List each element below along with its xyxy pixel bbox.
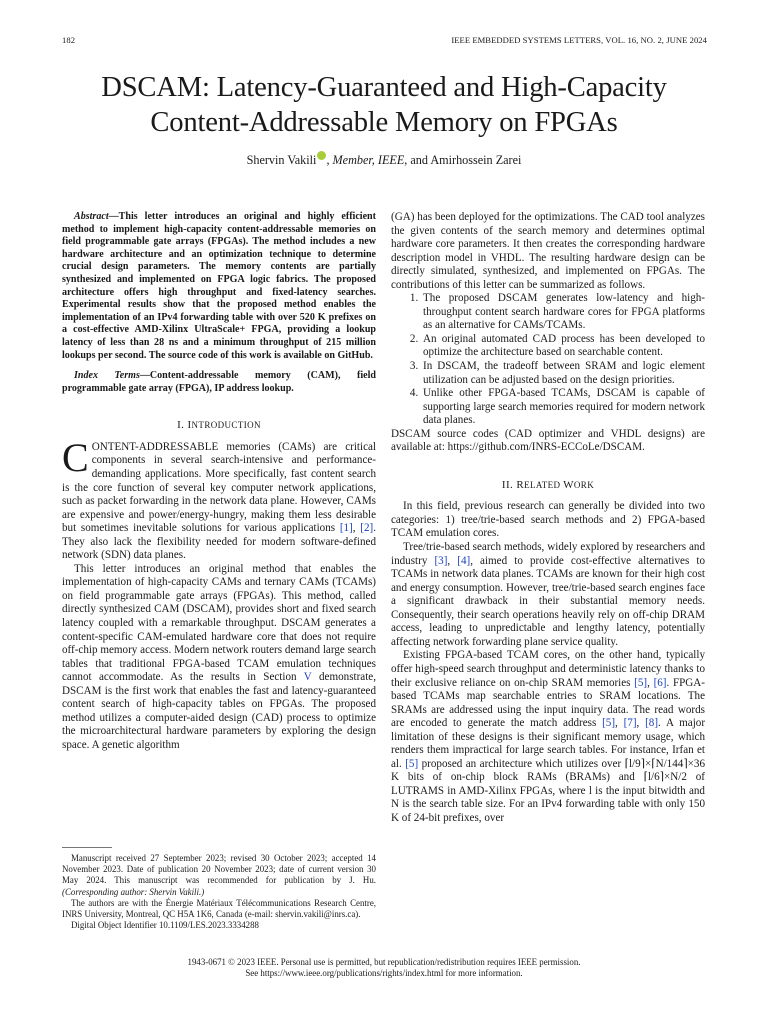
citation-link[interactable]: [7] (623, 717, 637, 730)
authors-line: Shervin Vakili , Member, IEEE, and Amirhossein Zarei (246, 153, 522, 167)
citation-link[interactable]: [6] (653, 676, 667, 689)
intro-p1-tail: . They also lack the flexibility needed for modern software-defined network (SDN) data planes. (62, 522, 376, 562)
separator: , (636, 717, 646, 730)
copyright-notice (40, 957, 728, 979)
footnote-dates: Manuscript received 27 September 2023; revised 30 October 2023; accepted 14 November 2023. Date of publication 20 November 2023; date of current version 30 May 2024. This manuscript was recommended for publication by J. Hu. (62, 853, 376, 886)
separator: , (647, 676, 654, 689)
index-terms-label: Index Terms (74, 370, 140, 382)
section-link[interactable]: V (303, 671, 312, 684)
author-2: Amirhossein Zarei (430, 153, 522, 167)
related-p3-tail: l is the input bitwidth and N is the search table size. For an IPv4 forwarding table with only 150 K of 24-bit prefixes, over (391, 784, 705, 824)
related-p2-tail: , aimed to provide cost-effective alternatives to TCAMs in network data planes. TCAMs are known for their high cost and energy consumption. However, tree/trie-based search engines face a significant drawback in their substantial memory needs. Consequently, their search operations heavily rely on off-chip DRAM access, leading to unpredictable and lengthy latency, potentially affecting network forwarding plane service quality. (391, 554, 705, 648)
intro-p2-text: This letter introduces an original method that enables the implementation of high-capacity CAMs and ternary CAMs (TCAMs) on field programmable gate arrays (FPGAs). This method, called directly synthesized CAM (DSCAM), provides short and fixed search latency coupled with a remarkable throughput. DSCAM generates a content-specific CAM-emulated hardware core that does not require off-chip memory access. Modern network routers demand large search tables that traditional FPGA-based TCAM emulation techniques cannot accommodate. As the results in Section (62, 562, 376, 684)
related-p3-mid3: proposed an architecture which utilizes over ⌈l/9⌉×⌈N/144⌉×36 K bits of on-chip block RAMs (BRAMs) and ⌈l/6⌉×N/2 of LUTRAMS in AMD-Xilinx FPGAs, where (391, 757, 705, 797)
abstract (62, 211, 376, 362)
separator: , (447, 554, 458, 567)
citation-link[interactable]: [5] (634, 676, 648, 689)
footnote (62, 853, 376, 931)
related-p3-mid2: . A major limitation of these designs is their significant memory usage, which renders them impractical for large search tables. For instance, Irfan et al. (391, 717, 706, 770)
citation-link[interactable]: [5] (602, 717, 616, 730)
contribution-list (391, 292, 705, 427)
author-connector: , and (404, 153, 431, 167)
section-1-title: NTRODUCTION (191, 420, 261, 431)
separator: , (352, 522, 361, 535)
list-item: 2. An original automated CAD process has been developed to optimize the architecture based on searchable content. (421, 333, 705, 360)
drop-cap: C (62, 434, 89, 480)
related-paragraph-2 (391, 541, 705, 649)
list-item: 3. In DSCAM, the tradeoff between SRAM and logic element utilization can be adjusted based on the design priorities. (421, 360, 705, 387)
index-terms (62, 370, 376, 395)
section-2-title-rest: ORK (573, 479, 595, 490)
list-item: 1. The proposed DSCAM generates low-latency and high-throughput content search hardware cores for FPGA platforms as an alternative for CAMs/TCAMs. (421, 292, 705, 333)
page-number: 182 (62, 35, 76, 45)
section-heading-introduction (62, 419, 376, 433)
footnote-doi: Digital Object Identifier 10.1109/LES.2023.3334288 (71, 920, 259, 931)
copyright-line-2: See https://www.ieee.org/publications/rights/index.html for more information. (245, 968, 523, 978)
citation-link[interactable]: [3] (434, 554, 448, 567)
journal-header: IEEE EMBEDDED SYSTEMS LETTERS, VOL. 16, NO. 2, JUNE 2024 (451, 35, 707, 45)
intro-p2-tail: demonstrate, DSCAM is the first work that enables the fast and latency-guaranteed content search of high-capacity tables on FPGAs. The proposed method utilizes a computer-aided design (CAD) process to optimize the microarchitectural hardware parameters by exploring the design space. A genetic algorithm (62, 671, 376, 751)
index-terms-text: —Content-addressable memory (CAM), field programmable gate array (FPGA), IP address lookup. (62, 370, 376, 394)
section-2-title-part: ELATED (524, 479, 564, 490)
abstract-text: —This letter introduces an original and highly efficient method to implement high-capacity content-addressable memories on field programmable gate arrays (FPGAs). The method includes a new hardware architecture and an optimization technique to determine crucial design parameters. The memory contents are partially synthesized and implemented on FPGA logic fabrics. The proposed architecture offers high throughput and fixed-latency searches. Experimental results show that the proposed method enables the implementation of an IPv4 forwarding table with over 520 K prefixes on a cost-effective AMD-Xilinx UltraScale+ FPGA, providing a lookup latency of less than 28 ns and a minimum throughput of 215 million lookups per second. The source code of this work is available on GitHub. (62, 211, 376, 361)
title-line-2: Content-Addressable Memory on FPGAs (150, 107, 618, 138)
title-line-1: DSCAM: Latency-Guaranteed and High-Capacity (101, 72, 667, 103)
footnote-received (62, 853, 376, 898)
copyright-line-1: 1943-0671 © 2023 IEEE. Personal use is permitted, but republication/redistribution requires IEEE permission. (187, 957, 581, 967)
intro-paragraph-1 (62, 434, 376, 563)
intro-p1-text: ONTENT-ADDRESSABLE memories (CAMs) are critical components in several search-intensive and performance-demanding applications. More specifically, fast content search is the core function of several key computer network applications, such as packet forwarding in the network data plane. However, CAMs are expensive and power/energy-hungry, making them less desirable but sometimes inevitable solutions for various applications (62, 440, 376, 535)
list-item: 4. Unlike other FPGA-based TCAMs, DSCAM is capable of supporting large search memories required for modern network data planes. (421, 387, 705, 428)
intro-continuation: (GA) has been deployed for the optimizations. The CAD tool analyzes the given contents of the search memory and determines optimal hardware core parameters. It then creates the corresponding hardware description model in VHDL. The resulting hardware design can be directly simulated, synthesized, and implemented on FPGAs. The contributions of this letter can be summarized as follows. (391, 211, 705, 291)
related-p2-text: Tree/trie-based search methods, widely explored by researchers and industry (391, 541, 705, 567)
separator: , (615, 717, 624, 730)
author-membership: Member, IEEE (332, 153, 405, 167)
right-column (391, 211, 705, 826)
section-2-numeral: II. R (501, 478, 525, 491)
orcid-icon[interactable] (317, 151, 326, 160)
footnote-corresponding: (Corresponding author: Shervin Vakili.) (62, 886, 205, 897)
section-heading-related-work (391, 479, 705, 493)
related-paragraph-1: In this field, previous research can generally be divided into two categories: 1) tree/trie-based search methods and 2) FPGA-based TCAM emulation cores. (391, 500, 705, 540)
footnote-rule (62, 847, 112, 848)
section-2-title-initial: W (563, 478, 574, 491)
citation-link[interactable]: [8] (645, 717, 659, 730)
citation-link[interactable]: [1] (339, 522, 353, 535)
citation-link[interactable]: [4] (457, 554, 471, 567)
author-1: Shervin Vakili (246, 153, 317, 167)
footnote-affiliation: The authors are with the Énergie Matériaux Télécommunications Research Centre, INRS University, Montreal, QC H5A 1K6, Canada (e-mail: shervin.vakili@inrs.ca). (62, 897, 376, 920)
abstract-label: Abstract (74, 211, 109, 222)
paper-title (40, 70, 728, 140)
citation-link[interactable]: [5] (405, 757, 419, 770)
related-p3-mid: . FPGA-based TCAMs map searchable entries to SRAM locations. The SRAMs are addressed using the input inquiry data. The read words are encoded to generate the match address (391, 676, 705, 730)
section-1-numeral: I. I (177, 419, 192, 432)
intro-paragraph-2 (62, 563, 376, 753)
left-column (62, 211, 376, 752)
related-p3-text: Existing FPGA-based TCAM cores, on the other hand, typically offer high-speed search throughput and deterministic latency thanks to their exclusive reliance on on-chip SRAM memories (391, 649, 705, 689)
citation-link[interactable]: [2] (360, 522, 374, 535)
related-paragraph-3 (391, 649, 705, 825)
source-code-line: DSCAM source codes (CAD optimizer and VHDL designs) are available at: https://github.com/INRS-ECCoLe/DSCAM. (391, 427, 705, 454)
